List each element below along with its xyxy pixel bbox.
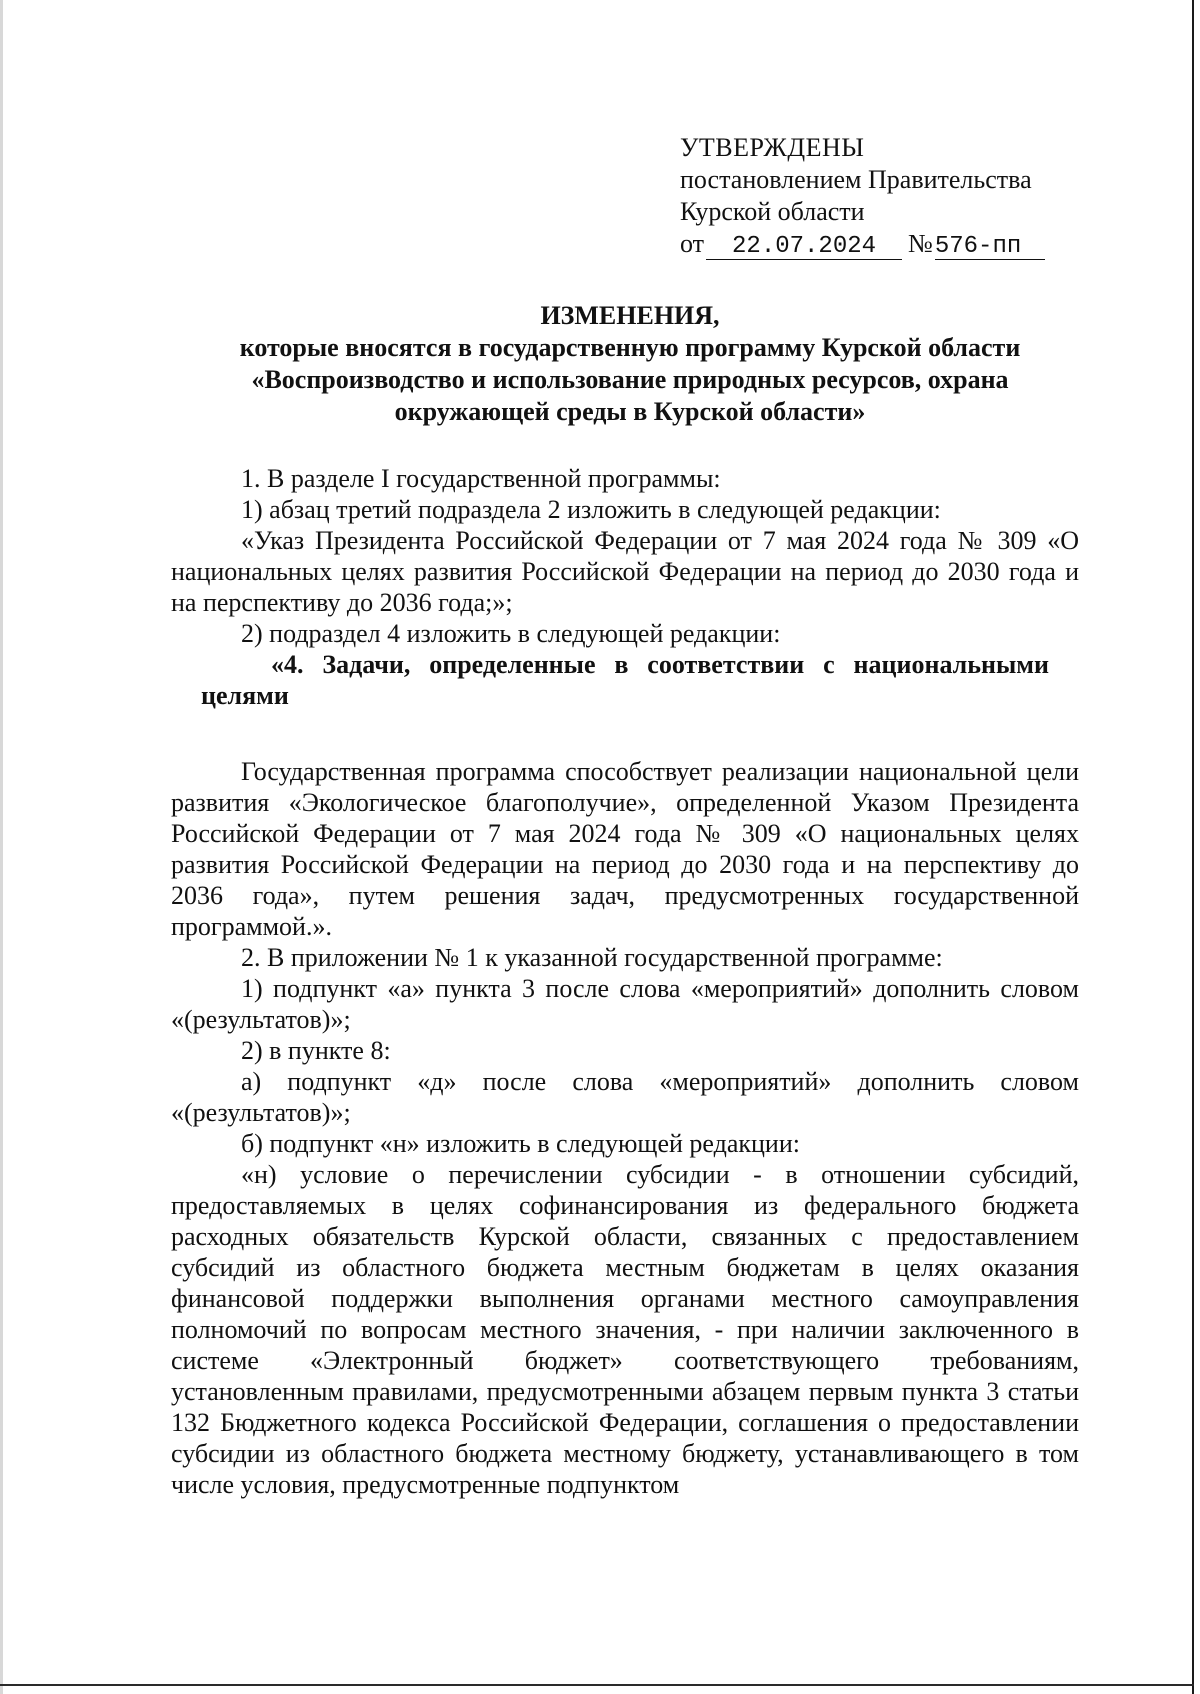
document-heading [170,300,1090,428]
section-subheading: «4. Задачи, определенные в соответствии с национальными целями [201,650,1049,710]
paragraph-1: 1. В разделе I государственной программы: [241,464,721,493]
approval-date-line [680,228,1100,260]
document-body [171,463,1079,1500]
paragraph-10: б) подпункт «н» изложить в следующей редакции: [241,1129,800,1158]
heading-line-3: «Воспроизводство и использование природных ресурсов, охрана окружающей среды в Курской области» [251,365,1009,426]
scan-edge-right [1192,0,1194,1694]
paragraph-11: «н) условие о перечислении субсидии - в отношении субсидий, предоставляемых в целях софинансирования из федерального бюджета расходных обязательств Курской области, связанных с предоставлением субсидий из областного бюджета местным бюджетам в целях оказания финансовой поддержки выполнения органами местного самоуправления полномочий по вопросам местного значения, - при наличии заключенного в системе «Электронный бюджет» соответствующего требованиям, установленным правилами, предусмотренными абзацем первым пункта 3 статьи 132 Бюджетного кодекса Российской Федерации, соглашения о предоставлении субсидии из областного бюджета местному бюджету, устанавливающего в том числе условия, предусмотренные подпунктом [171,1160,1079,1499]
paragraph-9: а) подпункт «д» после слова «мероприятий» дополнить словом «(результатов)»; [171,1067,1079,1127]
approval-title: УТВЕРЖДЕНЫ [680,133,865,162]
paragraph-3: «Указ Президента Российской Федерации от 7 мая 2024 года № 309 «О национальных целях развития Российской Федерации на период до 2030 года и на перспективу до 2036 года;»; [171,526,1079,617]
approval-line-2: Курской области [680,197,865,226]
heading-line-2: которые вносятся в государственную программу Курской области [239,333,1021,362]
heading-title: ИЗМЕНЕНИЯ, [540,301,720,330]
paragraph-6: 2. В приложении № 1 к указанной государственной программе: [241,943,943,972]
approval-number-prefix: № [908,229,933,258]
approval-date: 22.07.2024 [706,235,902,260]
paragraph-8: 2) в пункте 8: [241,1036,391,1065]
paragraph-7: 1) подпункт «а» пункта 3 после слова «мероприятий» дополнить словом «(результатов)»; [171,974,1079,1034]
paragraph-5: Государственная программа способствует реализации национальной цели развития «Экологическое благополучие», определенной Указом Президента Российской Федерации от 7 мая 2024 года № 309 «О национальных целях развития Российской Федерации на период до 2030 года и на перспективу до 2036 года», путем решения задач, предусмотренных государственной программой.». [171,757,1079,941]
approval-number: 576-пп [935,235,1045,260]
approval-date-prefix: от [680,229,705,258]
paragraph-4: 2) подраздел 4 изложить в следующей редакции: [241,619,781,648]
approval-stamp-block [680,132,1100,260]
paragraph-2: 1) абзац третий подраздела 2 изложить в следующей редакции: [241,495,941,524]
paragraph-gap [171,711,1079,756]
scan-edge-left [0,0,3,1694]
approval-line-1: постановлением Правительства [680,165,1032,194]
scan-edge-bottom [0,1684,1194,1686]
